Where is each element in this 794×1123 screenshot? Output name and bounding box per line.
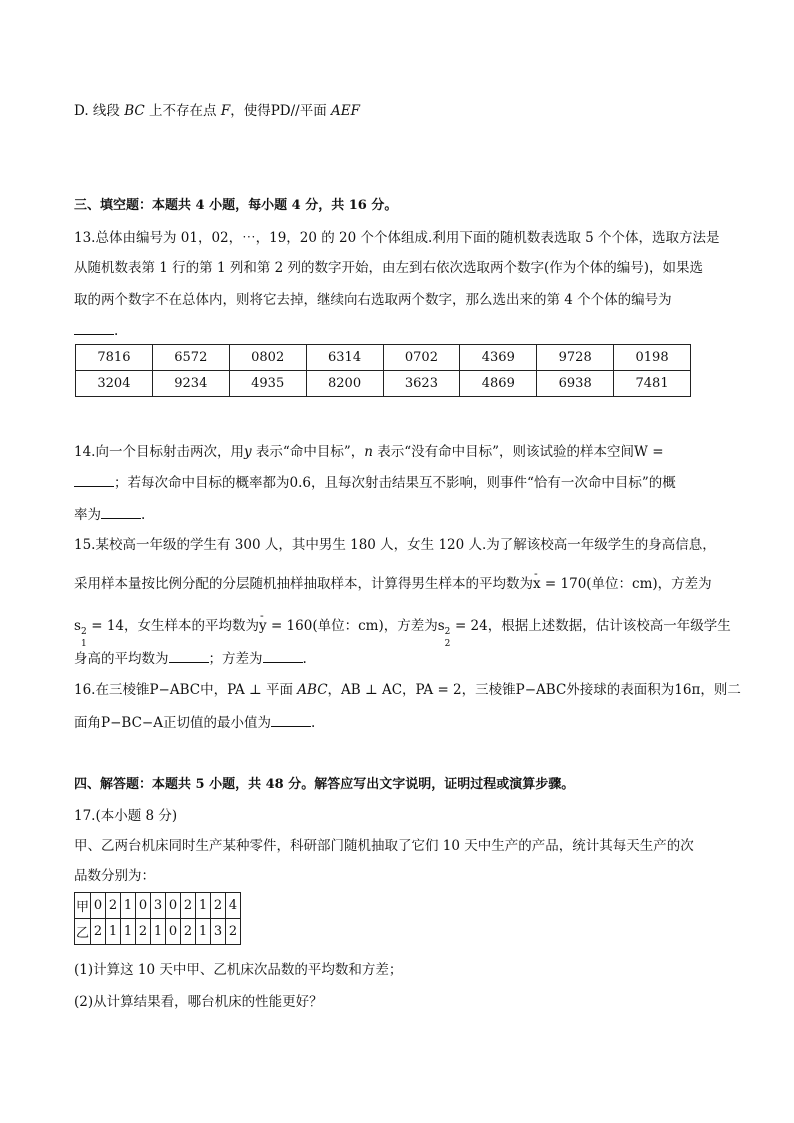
q16-text: 16.在三棱锥P−ABC中，PA ⊥ 平面 <box>74 682 298 698</box>
q17-line-2: 品数分别为： <box>74 868 155 884</box>
table-cell: 0802 <box>229 345 306 371</box>
table-cell: 1 <box>196 919 211 945</box>
answer-blank <box>101 504 141 519</box>
q13-line-4 <box>74 320 118 341</box>
q15-text-4: = 160(单位：cm)，方差为 <box>266 618 438 634</box>
table-cell: 1 <box>106 919 121 945</box>
point-f: F <box>220 103 231 119</box>
answer-blank <box>169 648 209 663</box>
section-4-title: 四、解答题：本题共 5 小题，共 48 分。解答应写出文字说明，证明过程或演算步骤。 <box>74 777 575 792</box>
table-cell: 3623 <box>383 371 460 397</box>
q15-text-5: = 24，根据上述数据，估计该校高一年级学生 <box>450 618 731 634</box>
s2-sub: 2 <box>444 639 451 649</box>
random-number-table <box>75 344 691 397</box>
table-cell: 2 <box>226 919 241 945</box>
q15-line-4 <box>74 648 307 669</box>
q17-part-1: (1)计算这 10 天中甲、乙机床次品数的平均数和方差； <box>74 962 403 978</box>
q15-text-2: = 170(单位：cm)，方差为 <box>540 576 712 592</box>
table-cell: 7481 <box>614 371 691 397</box>
s2-sup: 2 <box>444 627 451 637</box>
plane-aef: AEF <box>331 103 360 119</box>
q13-period: . <box>114 323 119 339</box>
table-cell: 1 <box>196 893 211 919</box>
table-cell: 0 <box>91 893 106 919</box>
q15-text-3: = 14，女生样本的平均数为 <box>86 618 260 634</box>
q16-text-2: ，AB ⊥ AC，PA = 2，三棱锥P−ABC外接球的表面积为16π，则二 <box>327 682 741 698</box>
s1-symbol: s <box>74 618 81 634</box>
x-bar: - x <box>533 574 541 594</box>
table-cell: 2 <box>136 919 151 945</box>
q17-part-2: (2)从计算结果看，哪台机床的性能更好？ <box>74 994 323 1010</box>
table-cell: 4869 <box>460 371 537 397</box>
q14-text: 14.向一个目标射击两次，用 <box>74 444 244 460</box>
table-cell: 4 <box>226 893 241 919</box>
table-cell: 9728 <box>537 345 614 371</box>
table-cell: 1 <box>121 919 136 945</box>
answer-blank <box>271 712 311 727</box>
table-cell: 甲 <box>75 893 91 919</box>
q15-period: . <box>302 651 307 667</box>
table-cell: 1 <box>151 919 166 945</box>
answer-blank <box>74 472 114 487</box>
answer-blank <box>74 320 114 335</box>
q16-period: . <box>310 715 316 731</box>
q15-line-2 <box>74 574 712 594</box>
var-y: y <box>243 444 252 460</box>
table-row <box>76 345 691 371</box>
q14-text-5: 率为 <box>74 507 101 523</box>
table-cell: 2 <box>91 919 106 945</box>
table-cell: 6314 <box>306 345 383 371</box>
table-cell: 0198 <box>614 345 691 371</box>
q14-text-3: 表示“没有命中目标”，则该试验的样本空间W = <box>372 444 664 460</box>
q14-line-3 <box>74 504 145 525</box>
table-cell: 8200 <box>306 371 383 397</box>
table-cell: 1 <box>121 893 136 919</box>
option-d-text-2: ，使得PD//平面 <box>230 103 331 119</box>
q16-line-1 <box>74 680 741 700</box>
q15-line-3 <box>74 616 731 649</box>
s1-sup: 2 <box>80 627 87 637</box>
option-d-prefix: D. 线段 <box>74 103 125 119</box>
q17-header: 17.(本小题 8 分) <box>74 808 178 824</box>
answer-blank <box>263 648 303 663</box>
q13-line-2: 从随机数表第 1 行的第 1 列和第 2 列的数字开始，由左到右依次选取两个数字(作为个体的编号)，如果选 <box>74 260 704 276</box>
q13-line-3: 取的两个数字不在总体内，则将它去掉，继续向右选取两个数字，那么选出来的第 4 个个体的编号为 <box>74 292 672 308</box>
table-row <box>75 919 241 945</box>
s2-symbol: s <box>437 618 445 634</box>
table-cell: 4935 <box>229 371 306 397</box>
q14-text-2: 表示“命中目标”， <box>251 444 365 460</box>
table-cell: 3204 <box>76 371 153 397</box>
table-cell: 2 <box>211 893 226 919</box>
q14-period: . <box>141 507 146 523</box>
table-cell: 0 <box>136 893 151 919</box>
y-bar: - y <box>259 616 267 636</box>
table-cell: 0 <box>166 893 181 919</box>
table-row <box>75 893 241 919</box>
var-n: n <box>364 444 373 460</box>
s1-sub: 1 <box>80 639 87 649</box>
q16-line-2 <box>74 712 315 733</box>
table-cell: 2 <box>181 893 196 919</box>
defect-count-table <box>74 892 241 945</box>
q15-text-7: ；方差为 <box>208 651 263 667</box>
section-3-title: 三、填空题：本题共 4 小题，每小题 4 分，共 16 分。 <box>74 198 398 213</box>
table-cell: 7816 <box>76 345 153 371</box>
segment-bc: BC <box>124 103 145 119</box>
option-d <box>74 101 360 121</box>
q17-line-1: 甲、乙两台机床同时生产某种零件，科研部门随机抽取了它们 10 天中生产的产品，统计其每天生产的次 <box>74 838 694 854</box>
table-cell: 0 <box>166 919 181 945</box>
table-cell: 6938 <box>537 371 614 397</box>
q16-text-3: 面角P−BC−A正切值的最小值为 <box>74 715 271 731</box>
q15-line-1: 15.某校高一年级的学生有 300 人，其中男生 180 人，女生 120 人.为了解该校高一年级学生的身高信息， <box>74 537 716 553</box>
table-cell: 3 <box>151 893 166 919</box>
table-cell: 6572 <box>152 345 229 371</box>
q13-line-1: 13.总体由编号为 01，02，⋯，19，20 的 20 个个体组成.利用下面的随机数表选取 5 个个体，选取方法是 <box>74 230 720 246</box>
table-cell: 3 <box>211 919 226 945</box>
q14-line-2 <box>74 472 676 493</box>
table-cell: 乙 <box>75 919 91 945</box>
q15-text-6: 身高的平均数为 <box>74 651 169 667</box>
table-cell: 9234 <box>152 371 229 397</box>
plane-abc: ABC <box>297 682 328 698</box>
table-cell: 2 <box>106 893 121 919</box>
q14-line-1 <box>74 442 664 462</box>
q14-text-4: ；若每次命中目标的概率都为0.6，且每次射击结果互不影响，则事件“恰有一次命中目标”的概 <box>114 475 676 491</box>
q15-text: 采用样本量按比例分配的分层随机抽样抽取样本，计算得男生样本的平均数为 <box>74 576 533 592</box>
option-d-text: 上不存在点 <box>144 103 221 119</box>
table-row <box>76 371 691 397</box>
table-cell: 0702 <box>383 345 460 371</box>
table-cell: 2 <box>181 919 196 945</box>
table-cell: 4369 <box>460 345 537 371</box>
